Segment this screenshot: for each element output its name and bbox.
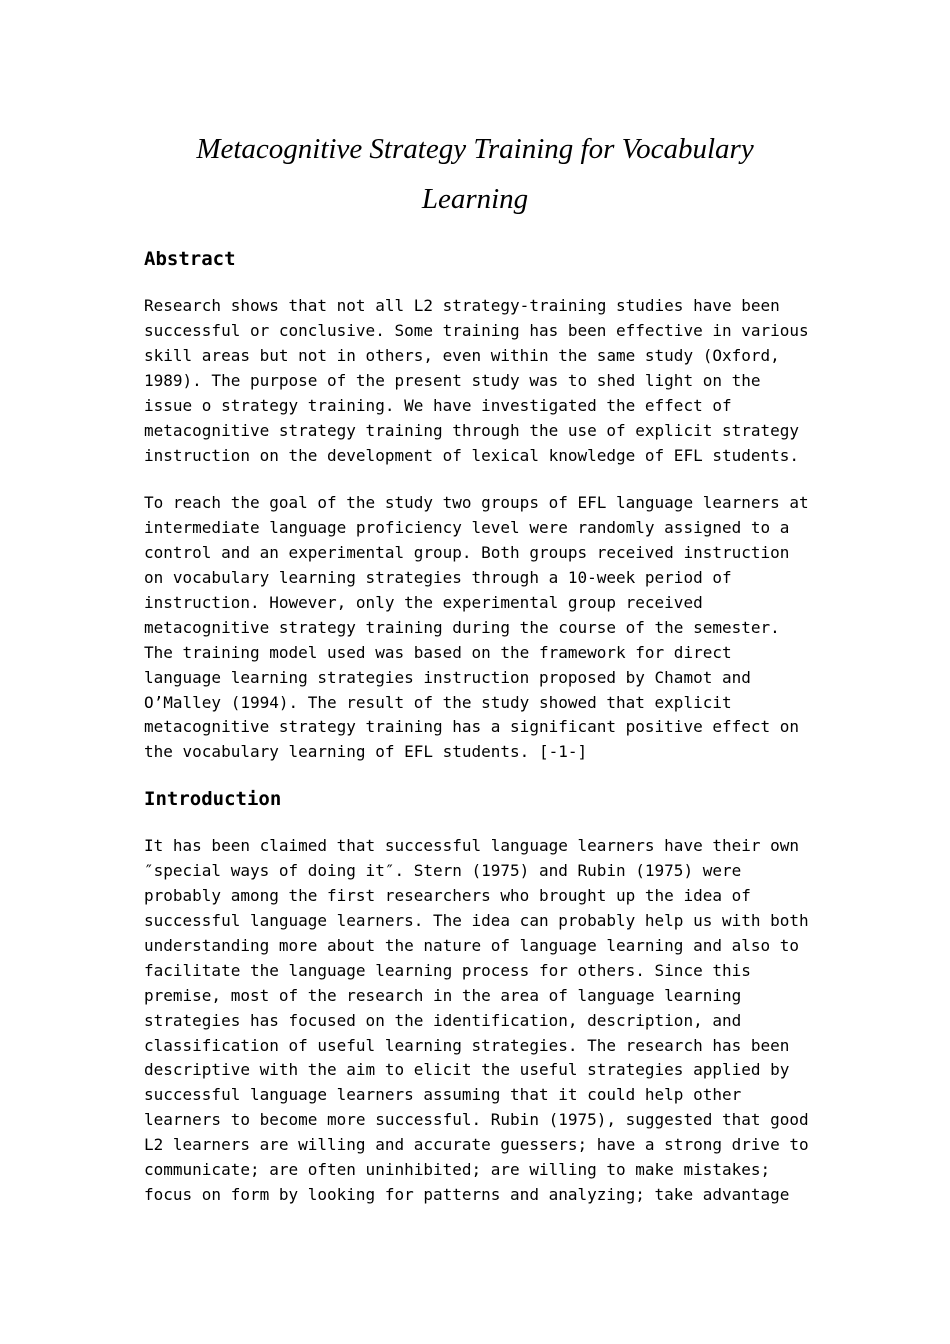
text-line: understanding more about the nature of language learning and also to: [144, 935, 800, 955]
text-line: strategies has focused on the identification, description, and: [144, 1010, 742, 1030]
text-line: on vocabulary learning strategies through a 10-week period of: [144, 567, 732, 587]
text-line: classification of useful learning strategies. The research has been: [144, 1035, 790, 1055]
document-title-line-1: Metacognitive Strategy Training for Vocabulary: [196, 133, 754, 165]
text-line: To reach the goal of the study two groups of EFL language learners at: [144, 493, 809, 512]
abstract-paragraph-2: [144, 491, 824, 765]
text-line: successful language learners. The idea can probably help us with both: [144, 910, 809, 930]
text-line: control and an experimental group. Both groups received instruction: [144, 542, 790, 562]
text-line: instruction. However, only the experimental group received: [144, 592, 703, 612]
text-line: Research shows that not all L2 strategy-training studies have been: [144, 296, 780, 315]
text-line: metacognitive strategy training has a significant positive effect on: [144, 717, 800, 737]
text-line: It has been claimed that successful language learners have their own: [144, 836, 800, 855]
text-line: descriptive with the aim to elicit the useful strategies applied by: [144, 1060, 790, 1080]
abstract-paragraph-1: [144, 294, 824, 469]
text-line: O’Malley (1994). The result of the study showed that explicit: [144, 692, 732, 712]
text-line: 1989). The purpose of the present study was to shed light on the: [144, 370, 761, 390]
text-line: facilitate the language learning process for others. Since this: [144, 960, 751, 980]
text-line: metacognitive strategy training through the use of explicit strategy: [144, 420, 800, 440]
abstract-heading: Abstract: [144, 248, 236, 270]
text-line: premise, most of the research in the area of language learning: [144, 985, 742, 1005]
text-line: L2 learners are willing and accurate guessers; have a strong drive to: [144, 1135, 809, 1155]
introduction-heading: Introduction: [144, 788, 282, 810]
text-line: instruction on the development of lexical knowledge of EFL students.: [144, 445, 800, 465]
text-line: language learning strategies instruction proposed by Chamot and: [144, 667, 751, 687]
introduction-paragraph-1: [144, 834, 824, 1208]
document-title-line-2: Learning: [421, 183, 529, 215]
text-line: successful language learners assuming that it could help other: [144, 1085, 742, 1105]
text-line: ″special ways of doing it″. Stern (1975) and Rubin (1975) were: [144, 860, 742, 880]
text-line: learners to become more successful. Rubin (1975), suggested that good: [144, 1110, 809, 1130]
text-line: successful or conclusive. Some training has been effective in various: [144, 320, 809, 340]
text-line: issue o strategy training. We have investigated the effect of: [144, 395, 732, 415]
text-line: communicate; are often uninhibited; are willing to make mistakes;: [144, 1160, 771, 1180]
text-line: focus on form by looking for patterns and analyzing; take advantage: [144, 1185, 790, 1205]
text-line: the vocabulary learning of EFL students. [-1-]: [144, 742, 588, 762]
text-line: metacognitive strategy training during the course of the semester.: [144, 617, 780, 637]
text-line: The training model used was based on the framework for direct: [144, 642, 732, 662]
text-line: probably among the first researchers who brought up the idea of: [144, 885, 751, 905]
text-line: intermediate language proficiency level were randomly assigned to a: [144, 517, 790, 537]
text-line: skill areas but not in others, even within the same study (Oxford,: [144, 345, 780, 365]
